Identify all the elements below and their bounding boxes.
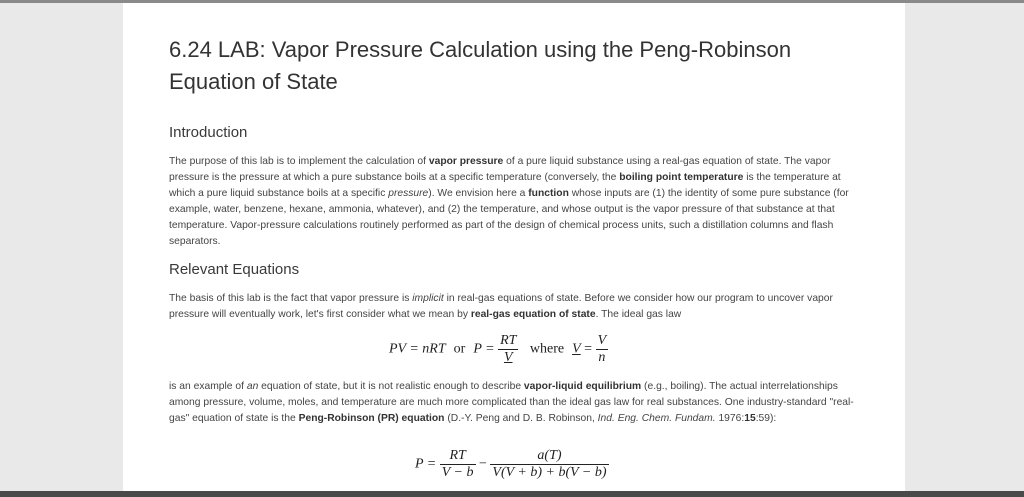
- rt-over-v-fraction: $\frac{RT}{V}$: [500, 333, 517, 365]
- relevant-equations-heading: Relevant Equations: [169, 261, 300, 278]
- page-title: 6.24 LAB: Vapor Pressure Calculation using the Peng-Robinson Equation of State: [169, 37, 792, 94]
- introduction-paragraph: The purpose of this lab is to implement the calculation of vapor pressure of a pure liquid substance using a real-gas equation of state. The vapor pressure is the pressure at which a pure substance boils at a specific temperature (conversely, the boiling point temperature is the temperature at which a pure liquid substance boils at a specific pressure). We envision here a function whose inputs are (1) the identity of some pure substance (for example, water, benzene, hexane, ammonia, whatever), and (2) the temperature, and whose output is the vapor pressure of that substance at that temperature. Vapor-pressure calculations routinely performed as part of the design of chemical process units, such a distillation columns and flash separators.: [169, 156, 849, 247]
- a-over-denominator-fraction: $\frac{a(T)}{V(V + b) + b(V - b)}$: [492, 448, 607, 480]
- v-over-n-fraction: $\frac{V}{n}$: [597, 333, 607, 365]
- window-bottom-bar: [0, 491, 1024, 497]
- peng-robinson-equation: P = $\frac{RT}{V - b}$ − $\frac{a(T)}{V(V + b) + b(V - b)}$: [415, 448, 607, 480]
- ideal-gas-law-equation: PV = nRT or P = $\frac{RT}{V}$ where V = $\frac{V}{n}$: [389, 333, 607, 365]
- equations-paragraph-1: The basis of this lab is the fact that vapor pressure is implicit in real-gas equations of state. Before we consider how our program to uncover vapor pressure will eventually work, let's first consider what we mean by real-gas equation of state. The ideal gas law: [169, 293, 833, 320]
- equations-paragraph-2: is an example of an equation of state, but it is not realistic enough to describe vapor-liquid equilibrium (e.g., boiling). The actual interrelationships among pressure, volume, moles, and temperature are much more complicated than the ideal gas law for real substances. One industry-standard "real-gas" equation of state is the Peng-Robinson (PR) equation (D.-Y. Peng and D. B. Robinson, Ind. Eng. Chem. Fundam. 1976:15:59):: [169, 381, 854, 424]
- lab-page: [123, 3, 905, 491]
- rt-over-v-minus-b-fraction: $\frac{RT}{V - b}$: [441, 448, 474, 480]
- introduction-heading: Introduction: [169, 124, 248, 141]
